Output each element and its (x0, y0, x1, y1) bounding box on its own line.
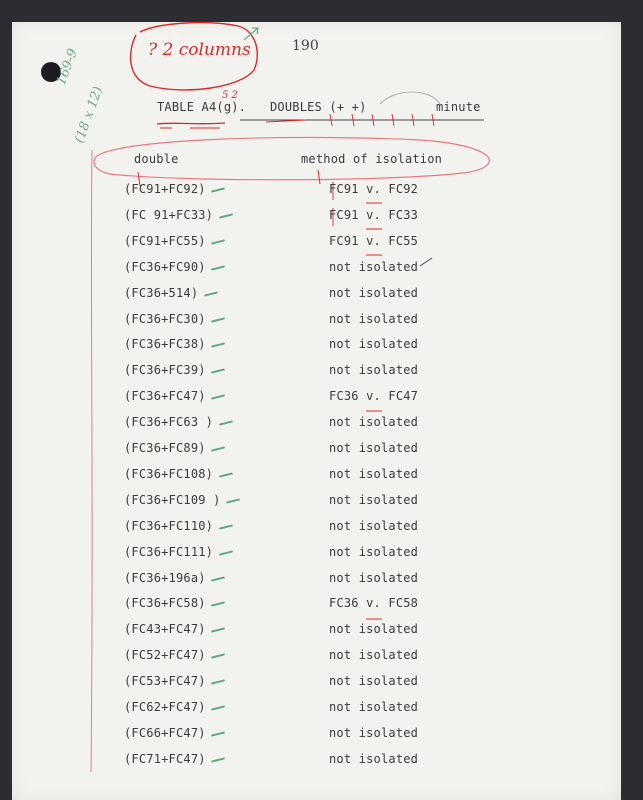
table-row-method: not isolated (329, 622, 419, 636)
table-row-double: (FC36+FC109 ) (124, 493, 221, 507)
table-row-double: (FC36+FC38) (124, 337, 206, 351)
green-note-line1: 169-9 (54, 46, 81, 88)
table-row-double: (FC36+FC47) (124, 389, 206, 403)
table-row-double: (FC53+FC47) (124, 674, 206, 688)
table-row-method: not isolated (329, 467, 419, 481)
table-row-double: (FC36+FC108) (124, 467, 214, 481)
table-row-method: not isolated (329, 441, 419, 455)
table-row-double: (FC36+FC90) (124, 260, 206, 274)
table-row-method: FC36 v. FC58 (329, 596, 419, 610)
table-row-double: (FC36+FC58) (124, 596, 206, 610)
table-row-method: not isolated (329, 726, 419, 740)
table-row-method: not isolated (329, 545, 419, 559)
table-row-method: not isolated (329, 286, 419, 300)
table-row-double: (FC36+196a) (124, 571, 206, 585)
red-superscript: 5 2 (222, 90, 238, 101)
table-row-double: (FC66+FC47) (124, 726, 206, 740)
table-row-method: not isolated (329, 260, 419, 274)
document-page (12, 22, 621, 800)
table-row-double: (FC 91+FC33) (124, 208, 214, 222)
table-row-method: FC91 v. FC33 (329, 208, 419, 222)
table-row-double: (FC43+FC47) (124, 622, 206, 636)
table-row-method: not isolated (329, 415, 419, 429)
table-subtitle-end: minute (436, 100, 481, 114)
table-row-double: (FC36+FC63 ) (124, 415, 214, 429)
table-row-double: (FC36+FC89) (124, 441, 206, 455)
table-subtitle: DOUBLES (+ +) (270, 100, 367, 114)
green-note-line2: (18 x 12) (72, 84, 107, 146)
table-row-double: (FC36+FC110) (124, 519, 214, 533)
table-row-double: (FC91+FC92) (124, 182, 206, 196)
red-note: ? 2 columns (148, 40, 251, 60)
table-row-method: FC91 v. FC92 (329, 182, 419, 196)
page-number: 190 (292, 38, 319, 54)
table-title: TABLE A4(g). (157, 100, 247, 114)
table-row-method: not isolated (329, 312, 419, 326)
table-row-double: (FC91+FC55) (124, 234, 206, 248)
table-row-double: (FC62+FC47) (124, 700, 206, 714)
table-row-double: (FC36+FC111) (124, 545, 214, 559)
table-row-double: (FC52+FC47) (124, 648, 206, 662)
table-row-method: not isolated (329, 493, 419, 507)
table-row-double: (FC71+FC47) (124, 752, 206, 766)
table-row-double: (FC36+FC30) (124, 312, 206, 326)
table-row-method: not isolated (329, 363, 419, 377)
table-row-method: FC36 v. FC47 (329, 389, 419, 403)
table-row-method: not isolated (329, 519, 419, 533)
table-row-method: not isolated (329, 674, 419, 688)
table-row-method: not isolated (329, 752, 419, 766)
header-double: double (134, 152, 179, 166)
table-row-method: not isolated (329, 337, 419, 351)
table-row-method: not isolated (329, 700, 419, 714)
header-method: method of isolation (301, 152, 443, 166)
table-row-double: (FC36+514) (124, 286, 199, 300)
table-row-method: not isolated (329, 648, 419, 662)
table-row-double: (FC36+FC39) (124, 363, 206, 377)
table-row-method: FC91 v. FC55 (329, 234, 419, 248)
table-row-method: not isolated (329, 571, 419, 585)
